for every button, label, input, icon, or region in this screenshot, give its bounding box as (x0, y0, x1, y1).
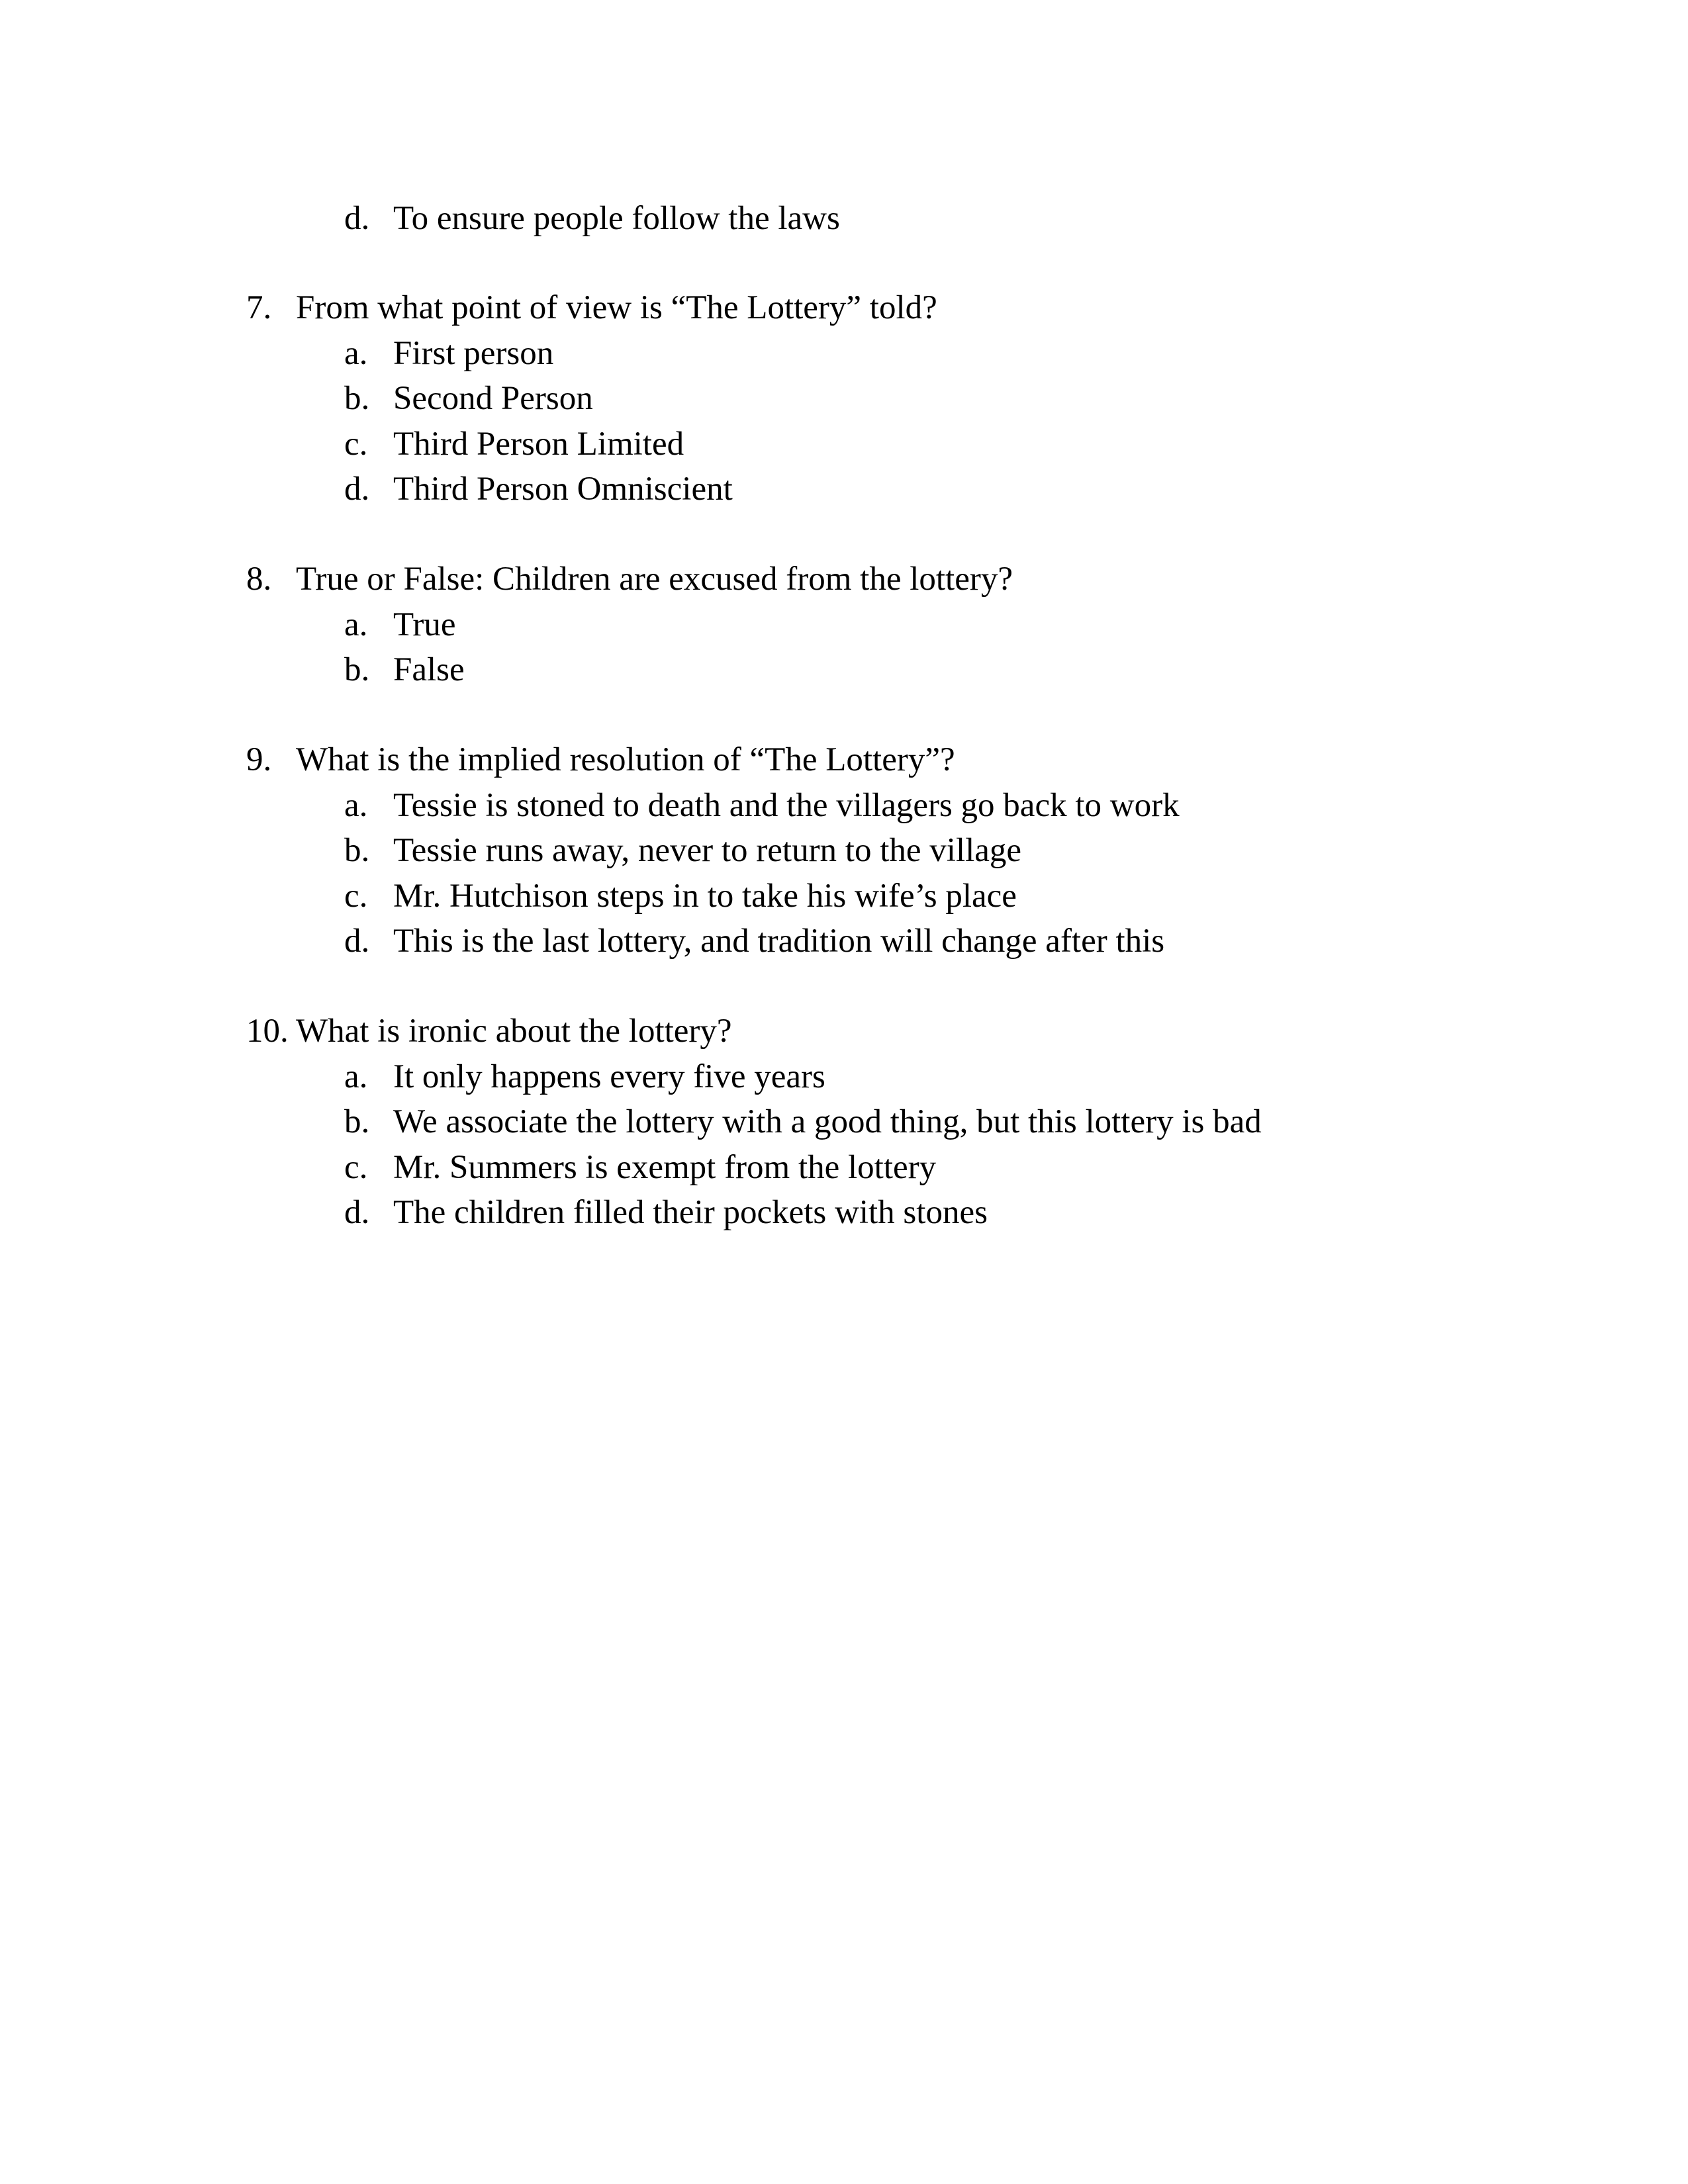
option-text: Mr. Hutchison steps in to take his wife’s place (393, 878, 1017, 915)
option-text: False (393, 651, 465, 688)
option-marker: a. (344, 787, 368, 824)
option-text: It only happens every five years (393, 1058, 825, 1095)
question-number: 8. (246, 561, 272, 598)
option-marker: a. (344, 1058, 368, 1095)
option-text: Third Person Limited (393, 426, 684, 463)
option-text: Second Person (393, 380, 593, 417)
option-marker: b. (344, 832, 370, 869)
option-text: The children filled their pockets with stones (393, 1194, 988, 1231)
option-marker: c. (344, 1149, 368, 1186)
option-text: Tessie runs away, never to return to the village (393, 832, 1022, 869)
option-text: Tessie is stoned to death and the villagers go back to work (393, 787, 1180, 824)
option-marker: a. (344, 335, 368, 372)
option-text: To ensure people follow the laws (393, 200, 840, 237)
question-text: What is ironic about the lottery? (296, 1013, 732, 1050)
option-marker: d. (344, 923, 370, 960)
option-marker: c. (344, 878, 368, 915)
option-text: True (393, 606, 456, 643)
question-text: True or False: Children are excused from the lottery? (296, 561, 1013, 598)
question-number: 10. (246, 1013, 289, 1050)
option-marker: b. (344, 380, 370, 417)
option-text: Third Person Omniscient (393, 471, 733, 508)
question-number: 9. (246, 741, 272, 778)
option-text: Mr. Summers is exempt from the lottery (393, 1149, 937, 1186)
question-text: What is the implied resolution of “The Lottery”? (296, 741, 955, 778)
option-text: We associate the lottery with a good thing, but this lottery is bad (393, 1103, 1262, 1140)
option-marker: b. (344, 651, 370, 688)
question-text: From what point of view is “The Lottery” told? (296, 289, 937, 326)
option-text: This is the last lottery, and tradition will change after this (393, 923, 1165, 960)
question-number: 7. (246, 289, 272, 326)
option-marker: d. (344, 471, 370, 508)
option-marker: a. (344, 606, 368, 643)
option-text: First person (393, 335, 554, 372)
option-marker: b. (344, 1103, 370, 1140)
option-marker: c. (344, 426, 368, 463)
option-marker: d. (344, 1194, 370, 1231)
option-marker: d. (344, 200, 370, 237)
